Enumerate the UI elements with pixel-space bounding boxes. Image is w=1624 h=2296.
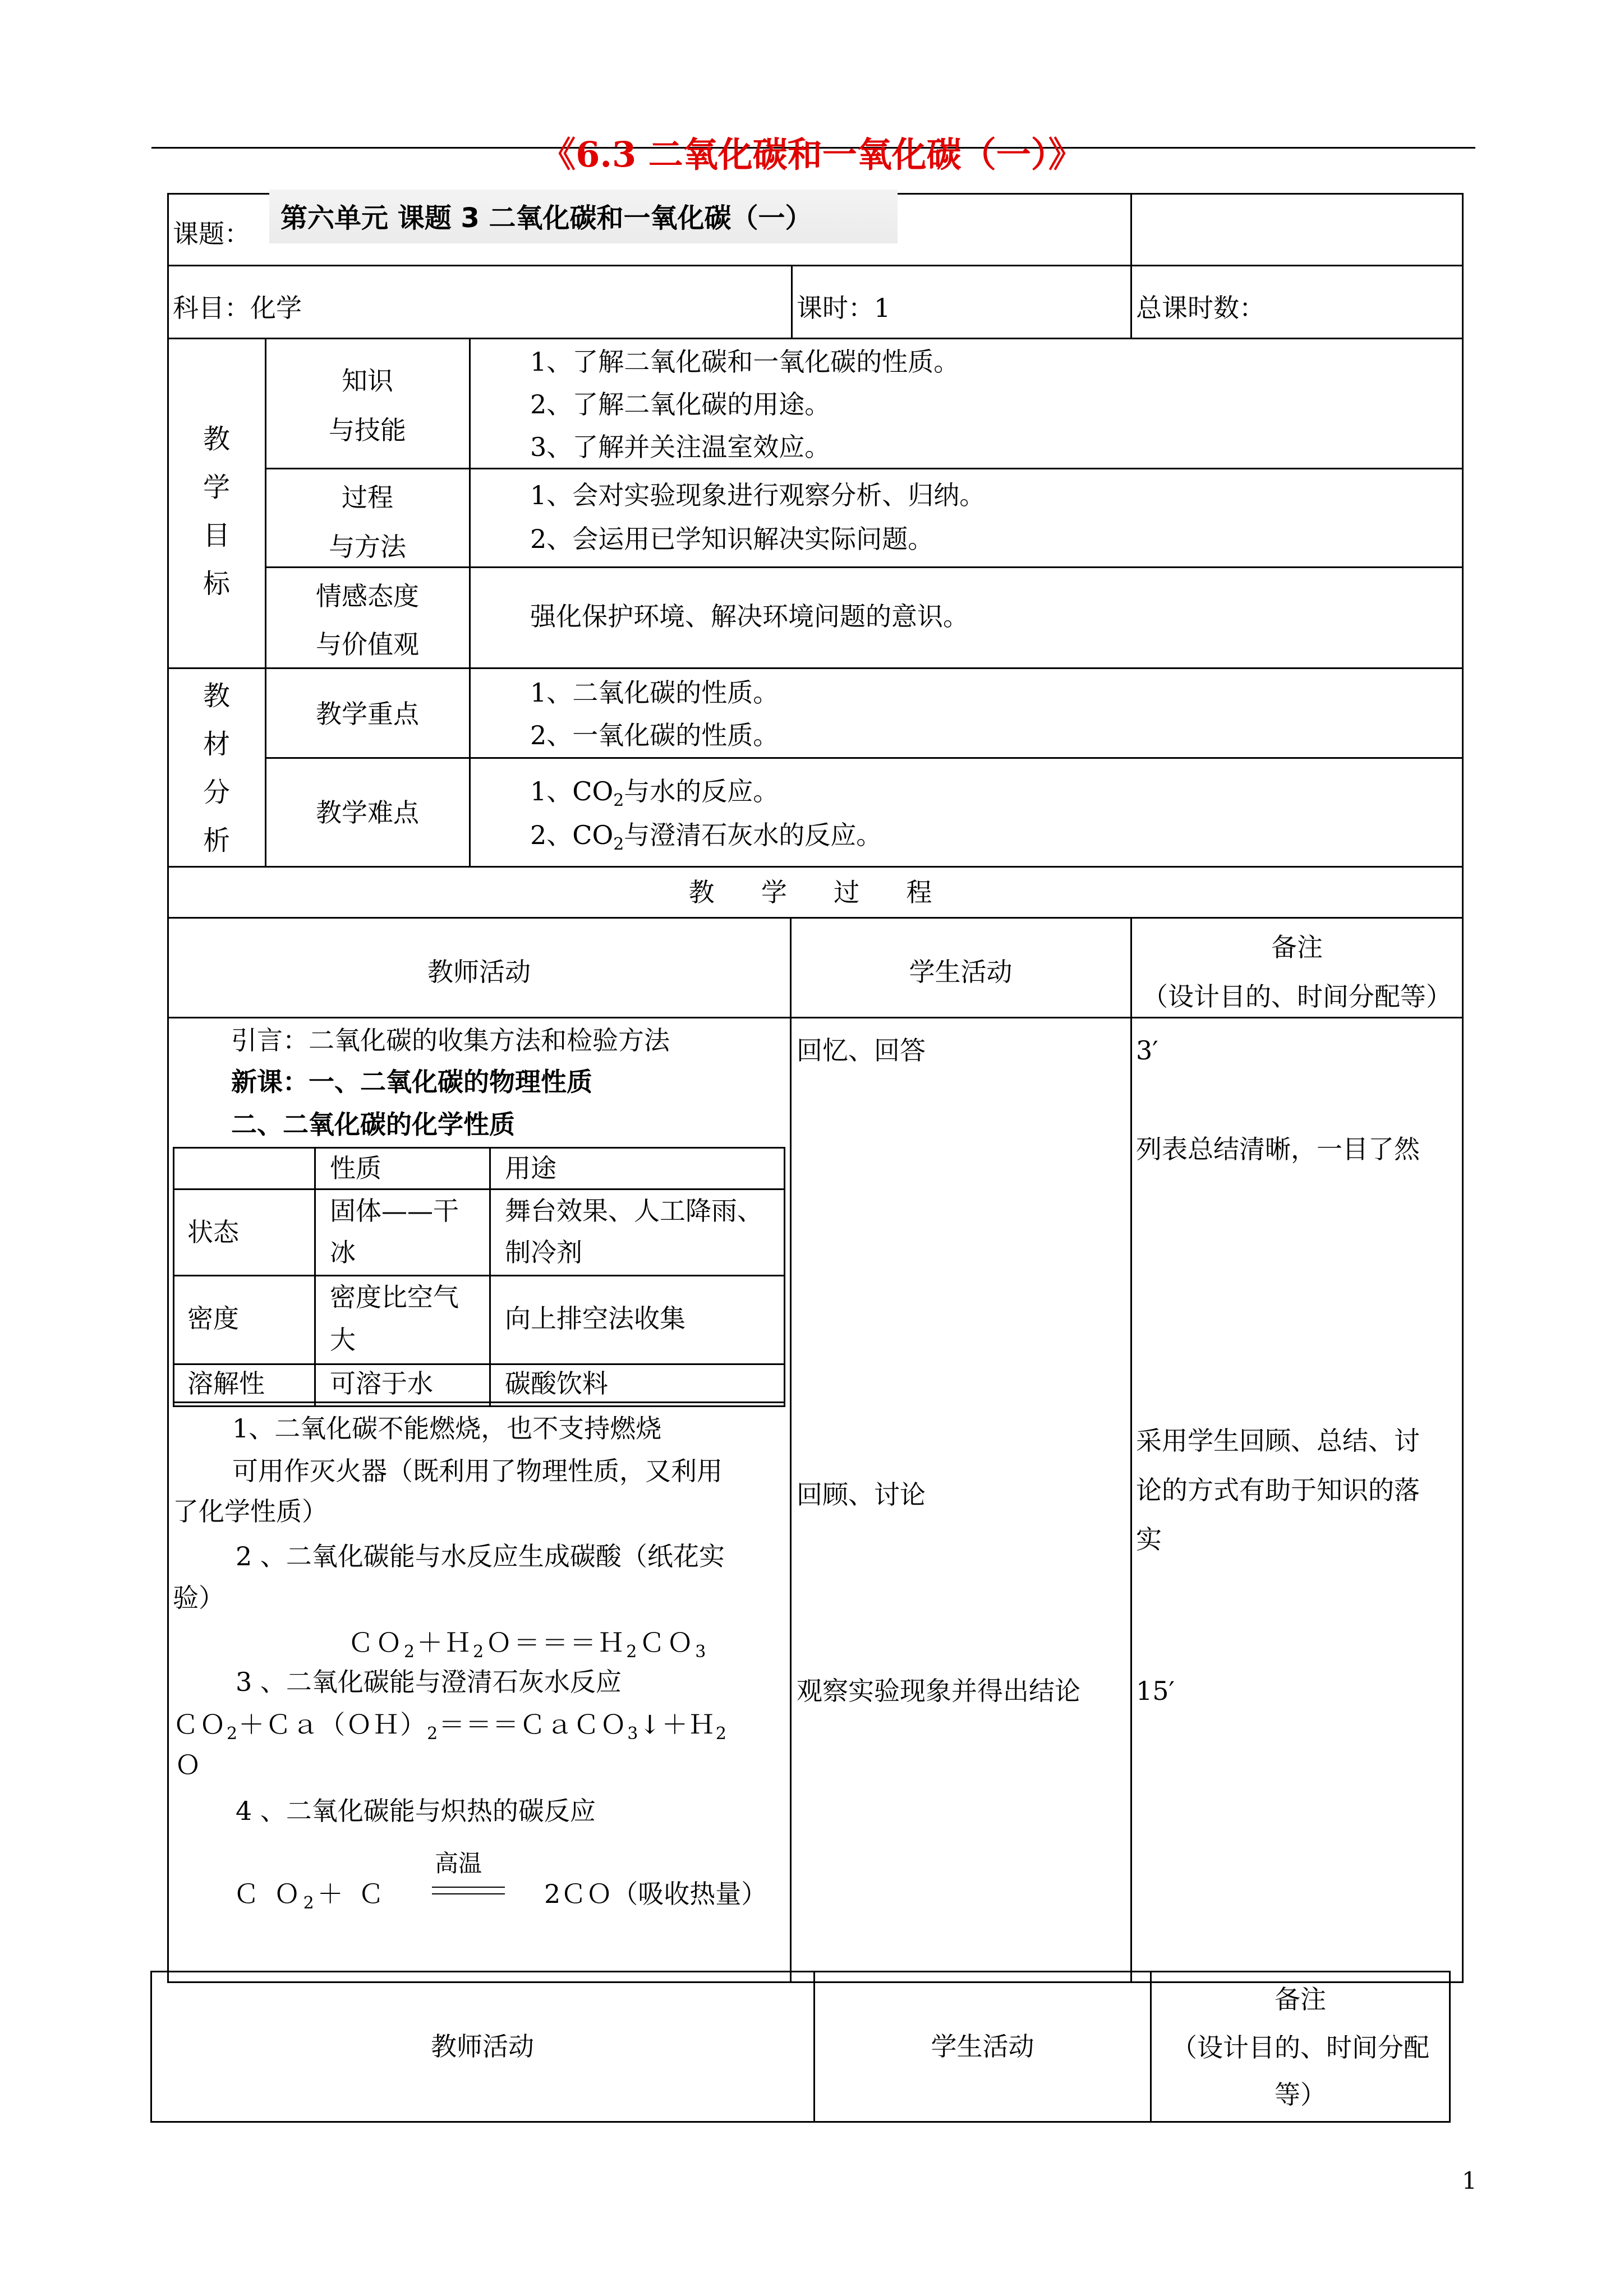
props-row-name: 密度 bbox=[187, 1303, 239, 1334]
props-row-use: 碳酸饮料 bbox=[505, 1368, 608, 1399]
property-2: 2 、二氧化碳能与水反应生成碳酸（纸花实 bbox=[236, 1541, 725, 1571]
objective-category: 情感态度 bbox=[316, 581, 419, 611]
props-header: 用途 bbox=[505, 1153, 556, 1183]
table-row-line bbox=[167, 265, 1464, 266]
equation-1: ＣＯ$_2$＋Ｈ$_2$Ｏ＝＝＝Ｈ$_2$ＣＯ$_3$ bbox=[348, 1628, 709, 1662]
second-table-border-right bbox=[1449, 1971, 1451, 2123]
chemical-properties-heading: 二、二氧化碳的化学性质 bbox=[231, 1109, 515, 1140]
second-student-header: 学生活动 bbox=[931, 2031, 1034, 2062]
props-row-property: 冰 bbox=[330, 1237, 356, 1267]
props-row-name: 溶解性 bbox=[187, 1368, 265, 1399]
props-row-property: 密度比空气 bbox=[330, 1282, 459, 1312]
table-divider bbox=[1130, 917, 1132, 1983]
intro-text: 引言：二氧化碳的收集方法和检验方法 bbox=[231, 1025, 670, 1055]
new-lesson-heading: 新课：一、二氧化碳的物理性质 bbox=[231, 1067, 592, 1097]
second-notes-header: 备注 bbox=[1275, 1984, 1326, 2014]
difficult-point-item: 2、$CO_2$与澄清石灰水的反应。 bbox=[530, 820, 882, 854]
student-activity: 回忆、回答 bbox=[797, 1035, 926, 1066]
inner-table-line bbox=[173, 1147, 785, 1149]
reaction-condition: 高温 bbox=[435, 1850, 482, 1877]
table-row-line bbox=[167, 917, 1464, 919]
note-time: 3′ bbox=[1136, 1035, 1158, 1066]
note-text: 论的方式有助于知识的落 bbox=[1136, 1475, 1420, 1505]
property-2-detail: 验） bbox=[173, 1583, 224, 1613]
table-border-right bbox=[1462, 193, 1464, 1983]
table-divider bbox=[790, 917, 792, 1983]
inner-table-line bbox=[314, 1147, 316, 1407]
property-1: 1、二氧化碳不能燃烧，也不支持燃烧 bbox=[232, 1413, 662, 1444]
teacher-activity-header: 教师活动 bbox=[427, 957, 531, 987]
second-table-border-bottom bbox=[150, 2121, 1451, 2123]
lesson-value: 第六单元 课题 3 二氧化碳和一氧化碳（一） bbox=[280, 202, 812, 234]
table-row-line bbox=[167, 338, 1464, 339]
table-row-line bbox=[167, 667, 1464, 669]
property-1-detail: 了化学性质） bbox=[173, 1496, 328, 1527]
objective-category: 与方法 bbox=[329, 532, 406, 562]
analysis-group-label: 教材分析 bbox=[203, 680, 231, 856]
difficult-points-label: 教学难点 bbox=[316, 797, 419, 828]
objective-item: 1、会对实验现象进行观察分析、归纳。 bbox=[530, 480, 986, 510]
inner-table-line bbox=[173, 1275, 785, 1276]
props-row-property: 大 bbox=[330, 1325, 356, 1355]
period-label: 课时：1 bbox=[797, 293, 891, 323]
table-row-line bbox=[167, 866, 1464, 868]
objective-item: 2、了解二氧化碳的用途。 bbox=[530, 389, 831, 419]
second-teacher-header: 教师活动 bbox=[431, 2031, 534, 2062]
key-points-label: 教学重点 bbox=[316, 699, 419, 729]
props-row-name: 状态 bbox=[187, 1217, 239, 1247]
props-row-property: 固体——干 bbox=[330, 1196, 459, 1226]
key-point-item: 2、一氧化碳的性质。 bbox=[530, 720, 779, 750]
inner-table-line bbox=[784, 1147, 785, 1407]
note-time: 15′ bbox=[1136, 1676, 1175, 1706]
objective-item: 强化保护环境、解决环境问题的意识。 bbox=[530, 601, 969, 631]
document-title: 《6.3 二氧化碳和一氧化碳（一）》 bbox=[541, 134, 1083, 175]
page-number: 1 bbox=[1462, 2167, 1477, 2194]
table-divider bbox=[791, 265, 793, 338]
reaction-arrow-line bbox=[432, 1887, 505, 1888]
inner-table-line bbox=[173, 1147, 174, 1407]
property-1-detail: 可用作灭火器（既利用了物理性质，又利用 bbox=[232, 1456, 723, 1486]
student-activity: 回顾、讨论 bbox=[797, 1479, 926, 1510]
objective-item: 3、了解并关注温室效应。 bbox=[530, 432, 831, 462]
objective-category: 过程 bbox=[342, 482, 393, 513]
notes-header-detail: （设计目的、时间分配等） bbox=[1142, 981, 1452, 1012]
difficult-point-item: 1、$CO_2$与水的反应。 bbox=[530, 776, 779, 810]
student-activity: 观察实验现象并得出结论 bbox=[797, 1676, 1080, 1706]
objective-category: 知识 bbox=[342, 366, 393, 396]
note-text: 列表总结清晰，一目了然 bbox=[1136, 1134, 1420, 1164]
student-activity-header: 学生活动 bbox=[909, 957, 1013, 987]
props-row-use: 制冷剂 bbox=[505, 1237, 582, 1267]
objective-item: 1、了解二氧化碳和一氧化碳的性质。 bbox=[530, 347, 960, 377]
table-row-line bbox=[265, 757, 1464, 759]
props-row-use: 向上排空法收集 bbox=[505, 1303, 686, 1334]
second-notes-detail: （设计目的、时间分配 bbox=[1171, 2032, 1429, 2063]
property-3: 3 、二氧化碳能与澄清石灰水反应 bbox=[236, 1667, 622, 1697]
table-divider bbox=[469, 338, 471, 866]
objective-category: 与价值观 bbox=[316, 629, 419, 660]
equation-3-right: 2ＣＯ（吸收热量） bbox=[544, 1879, 767, 1909]
props-header: 性质 bbox=[330, 1153, 381, 1183]
note-text: 实 bbox=[1136, 1524, 1162, 1555]
total-periods-label: 总课时数： bbox=[1136, 293, 1265, 323]
reaction-arrow-line bbox=[432, 1893, 505, 1894]
subject-label: 科目：化学 bbox=[173, 293, 302, 323]
note-text: 采用学生回顾、总结、讨 bbox=[1136, 1426, 1420, 1456]
equation-2: $CO_2+Ca(OH)_2===CaCO_3↓+H_2$ bbox=[173, 1709, 728, 1744]
equation-2-end: Ｏ bbox=[175, 1750, 201, 1780]
process-heading: 教 学 过 程 bbox=[688, 877, 942, 907]
equation-3-left: Ｃ Ｏ$_2$＋ Ｃ bbox=[233, 1879, 388, 1913]
props-row-property: 可溶于水 bbox=[330, 1368, 433, 1399]
second-notes-detail: 等） bbox=[1275, 2080, 1326, 2110]
property-4: 4 、二氧化碳能与炽热的碳反应 bbox=[236, 1796, 596, 1826]
table-row-line bbox=[265, 468, 1464, 469]
key-point-item: 1、二氧化碳的性质。 bbox=[530, 677, 779, 708]
objectives-group-label: 教学目标 bbox=[203, 423, 231, 600]
notes-header: 备注 bbox=[1271, 932, 1323, 962]
objective-item: 2、会运用已学知识解决实际问题。 bbox=[530, 524, 934, 554]
lesson-label: 课题： bbox=[173, 219, 250, 249]
objective-category: 与技能 bbox=[329, 415, 406, 445]
props-row-use: 舞台效果、人工降雨、 bbox=[505, 1196, 763, 1226]
inner-table-line bbox=[489, 1147, 491, 1407]
second-table-border-top bbox=[150, 1971, 1451, 1972]
